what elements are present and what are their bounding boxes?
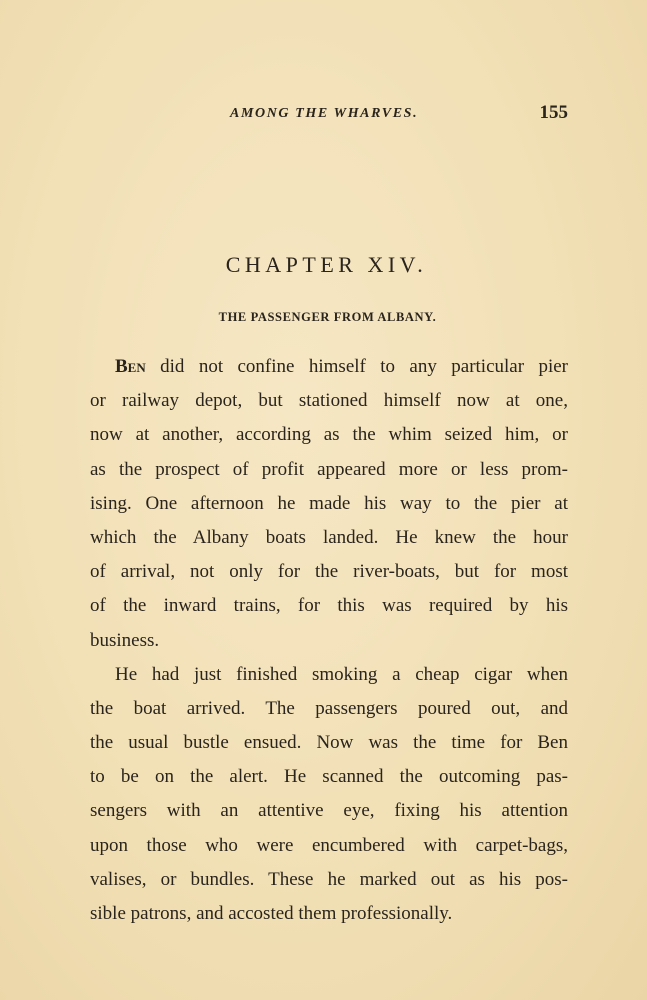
- paragraph-2: [90, 658, 568, 932]
- paragraph-2-line-3: the usual bustle ensued. Now was the time for Ben: [90, 732, 568, 754]
- paragraph-1-line-7: of arrival, not only for the river-boats, but for most: [90, 561, 568, 583]
- paragraph-1-line-4: as the prospect of profit appeared more or less prom-: [90, 458, 568, 480]
- paragraph-2-line-7: valises, or bundles. These he marked out as his pos-: [90, 868, 568, 890]
- paragraph-1: [90, 350, 568, 658]
- paragraph-1-line-9: business.: [90, 629, 160, 651]
- chapter-title: THE PASSENGER FROM ALBANY.: [218, 310, 437, 324]
- running-head-title: AMONG THE WHARVES.: [230, 106, 419, 121]
- paragraph-2-line-8: sible patrons, and accosted them professionally.: [90, 903, 453, 924]
- paragraph-1-line-8: of the inward trains, for this was required by his: [90, 595, 568, 617]
- paragraph-1-line-3: now at another, according as the whim seized him, or: [90, 424, 568, 446]
- body-text: [90, 350, 568, 931]
- paragraph-2-line-6: upon those who were encumbered with carpet-bags,: [90, 834, 568, 856]
- running-head: [90, 102, 568, 128]
- paragraph-1-line-6: which the Albany boats landed. He knew the hour: [90, 526, 568, 548]
- paragraph-1-line-1: Ben did not confine himself to any particular pier: [115, 356, 568, 377]
- paragraph-2-line-2: the boat arrived. The passengers poured out, and: [90, 697, 568, 719]
- paragraph-2-line-5: sengers with an attentive eye, fixing his attention: [90, 800, 568, 822]
- paragraph-1-line-5: ising. One afternoon he made his way to the pier at: [90, 492, 568, 514]
- chapter-heading: CHAPTER XIV.: [225, 252, 428, 277]
- lead-word: Ben: [115, 356, 146, 377]
- paragraph-1-line-2: or railway depot, but stationed himself now at one,: [90, 390, 568, 412]
- paragraph-2-line-1: He had just finished smoking a cheap cigar when: [115, 663, 568, 685]
- paragraph-2-line-4: to be on the alert. He scanned the outcoming pas-: [90, 766, 568, 788]
- page-number: 155: [539, 102, 568, 123]
